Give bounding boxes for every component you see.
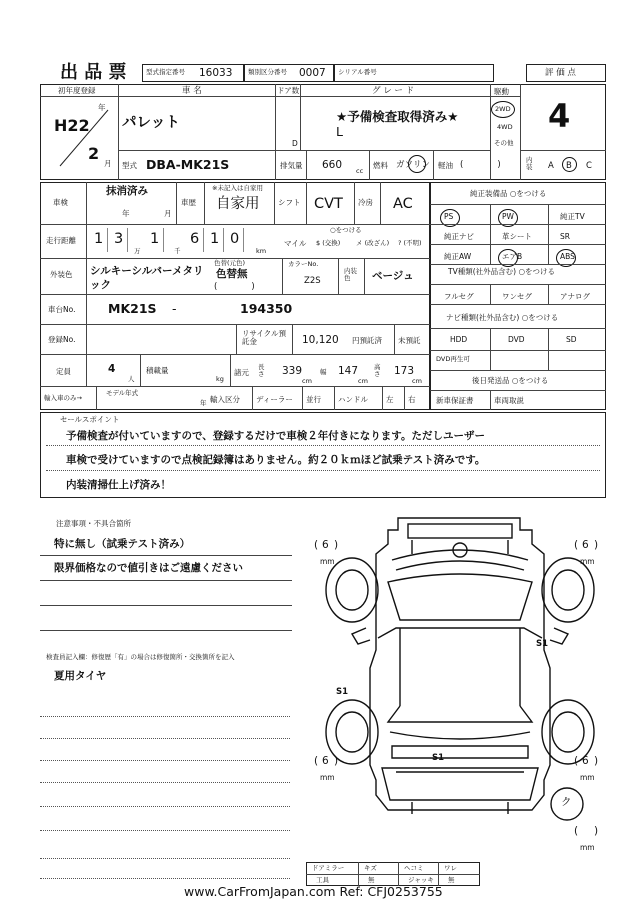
first-reg-label: 初年度登録: [58, 86, 96, 95]
width-label: 幅: [320, 368, 327, 376]
damage-mark-2: S1: [336, 687, 349, 697]
exterior: シルキーシルバーメタリック: [90, 265, 204, 291]
equip-item: ABS: [560, 252, 575, 261]
navi-option: HDD: [450, 335, 468, 344]
equip-row-line: [430, 264, 606, 265]
height-label: 高さ: [374, 363, 381, 378]
score-value: 4: [548, 97, 571, 135]
import-type: 左: [386, 395, 394, 404]
height: 173: [394, 365, 415, 377]
grade-2: L: [336, 124, 343, 139]
score-label-box: [526, 64, 606, 82]
height-unit: cm: [412, 377, 422, 385]
type-cert-label: 型式指定番号: [146, 68, 185, 76]
ac-label: 冷房: [358, 198, 373, 207]
chassis-prefix: MK21S: [108, 301, 157, 316]
type-cert-box: [142, 64, 244, 82]
equip-item: 革シート: [502, 232, 532, 241]
interior-color-label: 内装色: [344, 267, 357, 282]
tread-bracket-close: ): [594, 755, 599, 767]
legend-header: キズ: [364, 864, 377, 872]
selling-label: セールスポイント: [60, 415, 120, 424]
history: 自家用: [216, 196, 260, 212]
equip-item: 純正AW: [444, 252, 472, 261]
tv-col-line: [548, 284, 549, 304]
equip-row-line: [430, 350, 606, 351]
equip-row-line: [430, 328, 606, 329]
interior-a: A: [548, 161, 554, 171]
model-year-label: モデル年式: [106, 389, 139, 397]
tread-unit: mm: [580, 557, 595, 566]
navi-col-line: [490, 328, 491, 370]
repaint: 色替無: [216, 268, 248, 280]
equip-item: PW: [502, 212, 514, 221]
car-name-label: 車 名: [182, 86, 202, 96]
import-type: 右: [408, 395, 416, 404]
interior-label: 内装: [526, 156, 533, 171]
inspector-dotted-line: [40, 858, 290, 859]
watermark: www.CarFromJapan.com Ref: CFJ0253755: [184, 884, 443, 899]
import-divider: [302, 386, 303, 410]
model-label: 型式: [122, 161, 137, 170]
equip-title: 純正装備品 ○をつける: [470, 189, 547, 198]
mileage-unit-sen: 千: [174, 247, 181, 255]
mileage-digit: 1: [150, 231, 160, 247]
inspector-dotted-line: [40, 716, 290, 717]
car-name: パレット: [122, 115, 180, 131]
tread-unit: mm: [580, 773, 595, 782]
reg-month: 2: [88, 144, 100, 163]
notes-label: 注意事項・不具合箇所: [56, 519, 131, 528]
legend-cell: ジャッキ: [408, 876, 434, 884]
form-title: 出 品 票: [60, 62, 127, 83]
import-divider: [382, 386, 383, 410]
model-year-unit: 年: [200, 399, 207, 407]
legend-col-line: [358, 862, 359, 886]
color-no-label: カラーNo.: [288, 260, 319, 268]
disp: 660: [322, 159, 343, 171]
equip-row-line: [430, 370, 606, 371]
len: 339: [282, 365, 303, 377]
chassis-label: 車台No.: [48, 305, 76, 314]
inspector-label: 検査員記入欄：修復歴「有」の場合は修復箇所・交換箇所を記入: [46, 653, 235, 661]
drive-label: 駆動: [494, 87, 509, 96]
mileage-digit: 6: [190, 231, 200, 247]
drive-other: その他: [494, 139, 514, 147]
shift: CVT: [314, 196, 343, 212]
doors-label: ドア数: [277, 86, 300, 95]
reg-year: H22: [54, 116, 90, 135]
len-unit: cm: [302, 377, 312, 385]
damage-mark-1: S1: [536, 639, 549, 649]
inspector-dotted-line: [40, 760, 290, 761]
chassis-no: 194350: [240, 301, 293, 316]
repaint-label: 色替(元色): [214, 259, 246, 267]
inspector-dotted-line: [40, 806, 290, 807]
width-unit: cm: [358, 377, 368, 385]
note-line-1: 特に無し（試乗テスト済み）: [54, 538, 191, 550]
mileage-digit: 1: [210, 231, 220, 247]
fuel: ガソリン: [396, 160, 431, 170]
inspector-dotted-line: [40, 782, 290, 783]
class-label: 類別区分番号: [248, 68, 287, 76]
navi-col-line: [548, 328, 549, 370]
repaint-paren: ( ): [214, 282, 255, 292]
load-unit: kg: [216, 375, 224, 383]
equip-row-line: [430, 390, 606, 391]
dvd: DVD再生可: [436, 355, 470, 363]
inspector-dotted-line: [40, 738, 290, 739]
capacity-label: 定員: [56, 367, 71, 376]
history-note: ※未記入は自家用: [212, 184, 263, 192]
after-2: 車両取説: [494, 396, 524, 405]
tread-bracket-open: (: [574, 539, 579, 551]
import-type: 輸入区分: [210, 395, 240, 404]
legend-cell: 無: [368, 876, 375, 884]
type-cert-no: 16033: [199, 67, 233, 79]
tread-depth: 6: [322, 539, 329, 551]
light-oil: 軽油: [438, 161, 453, 170]
navi-option: SD: [566, 335, 577, 344]
interior-color: ベージュ: [372, 270, 414, 282]
tread-bracket-close: ): [594, 825, 599, 837]
inspector-dotted-line: [40, 878, 290, 879]
doors-unit: D: [292, 139, 298, 148]
car-diagram: [300, 510, 620, 840]
fuel-label: 燃料: [373, 161, 388, 170]
color-no: Z2S: [304, 276, 321, 286]
import-divider: [404, 386, 405, 410]
serial-box: [334, 64, 494, 82]
history-label: 車歴: [181, 198, 196, 207]
mileage-digit: 3: [114, 231, 124, 247]
after-title: 後日発送品 ○をつける: [472, 376, 549, 385]
serial-label: シリアル番号: [338, 68, 377, 76]
shift-label: シフト: [278, 198, 301, 207]
len-label: 長さ: [258, 363, 265, 378]
class-box: [244, 64, 334, 82]
tv-title: TV種類(社外品含む) ○をつける: [448, 267, 555, 276]
dims-label: 諸元: [234, 368, 249, 377]
note-line-2: 限界価格なので値引きはご遠慮ください: [54, 562, 243, 574]
equip-col-line: [548, 204, 549, 264]
import-divider: [252, 386, 253, 410]
equip-row-line: [430, 284, 606, 285]
recycle-unit: 円預託済: [352, 336, 382, 345]
mileage-digit: 0: [230, 231, 240, 247]
legend-cell: 工具: [316, 876, 329, 884]
drive-2wd: 2WD: [495, 105, 511, 113]
interior-b: B: [566, 161, 572, 171]
load-label: 積載量: [146, 366, 169, 375]
drive-2wd-circle: [491, 101, 515, 118]
inspection-label: 車検: [53, 198, 68, 207]
class-no: 0007: [299, 67, 326, 79]
import-type: ディーラー: [256, 395, 293, 404]
tv-col-line: [490, 284, 491, 304]
import-label: 輸入車のみ→: [44, 394, 82, 402]
mileage-label: 走行距離: [46, 236, 76, 245]
selling-line-1: 予備検査が付いていますので、登録するだけで車検２年付きになります。ただしユーザー: [66, 430, 485, 442]
equip-row-line: [430, 244, 606, 245]
inspector-line-1: 夏用タイヤ: [54, 670, 107, 682]
legend-header: ワレ: [444, 864, 457, 872]
recycle-unpaid: 未預託: [398, 336, 421, 345]
legend-cell: 無: [448, 876, 455, 884]
equip-item: PS: [444, 212, 454, 221]
grade-label: グ レ ー ド: [372, 86, 415, 96]
equip-item: エアB: [502, 252, 523, 261]
drive-4wd: 4WD: [497, 123, 513, 131]
tread-unit: mm: [580, 843, 595, 852]
recycle: 10,120: [302, 334, 339, 346]
equip-row-line: [430, 204, 606, 205]
capacity: 4: [108, 363, 116, 375]
mile-opt-1: $ (交換): [316, 239, 341, 247]
mileage-unit-man: 万: [134, 247, 141, 255]
navi-option: DVD: [508, 335, 525, 344]
mile-opt-3: ? (不明): [398, 239, 422, 247]
tv-option: アナログ: [560, 292, 590, 301]
tread-unit: mm: [320, 773, 335, 782]
reg-no-label: 登録No.: [48, 335, 76, 344]
reg-year-unit: 年: [98, 103, 106, 112]
inspection: 抹消済み: [106, 185, 148, 197]
tread-bracket-close: ): [334, 755, 339, 767]
equip-item: 純正TV: [560, 212, 585, 221]
interior-c: C: [586, 161, 592, 171]
damage-mark-3: S1: [432, 753, 445, 763]
disp-unit: cc: [356, 167, 364, 175]
chassis-dash: -: [172, 301, 177, 316]
tread-bracket-close: ): [594, 539, 599, 551]
tread-bracket-close: ): [334, 539, 339, 551]
import-type: ハンドル: [338, 395, 368, 404]
equip-row-line: [430, 224, 606, 225]
tread-depth: 6: [322, 755, 329, 767]
equip-item: SR: [560, 232, 570, 241]
legend-col-line: [438, 862, 439, 886]
legend-header: ヘコミ: [404, 864, 424, 872]
width: 147: [338, 365, 359, 377]
tread-bracket-open: (: [314, 755, 319, 767]
legend-header: ドアミラー: [312, 864, 345, 872]
legend-mid-line: [306, 874, 480, 875]
equip-row-line: [430, 304, 606, 305]
selling-line-2: 車検で受けていますので点検記録簿はありません。約２０ｋｍほど試乗テスト済みです。: [66, 454, 486, 466]
tread-depth: 6: [582, 539, 589, 551]
tread-depth: 6: [582, 755, 589, 767]
selling-line-3: 内装清掃仕上げ済み！: [66, 479, 171, 491]
inspection-month-unit: 月: [164, 209, 172, 218]
mile-hint: ○をつける: [330, 226, 362, 234]
tv-option: ワンセグ: [502, 292, 532, 301]
disp-label: 排気量: [280, 161, 303, 170]
import-divider: [334, 386, 335, 410]
after-1: 新車保証書: [436, 396, 474, 405]
capacity-unit: 人: [128, 375, 135, 383]
tread-bracket-open: (: [574, 825, 579, 837]
model: DBA-MK21S: [146, 157, 230, 172]
mileage-digit: 1: [94, 231, 104, 247]
date-slash: [58, 108, 110, 168]
mile-opt-2: メ (改ざん): [356, 239, 390, 247]
recycle-label: リサイクル預託金: [242, 329, 286, 346]
exterior-label: 外装色: [50, 270, 73, 279]
mileage-unit-km: km: [256, 247, 267, 255]
after-col-line: [490, 390, 491, 410]
reg-month-unit: 月: [104, 159, 112, 168]
import-type: 並行: [306, 395, 321, 404]
grade: ★予備検査取得済み★: [336, 109, 459, 124]
ku-mark: ク: [561, 796, 572, 808]
ac: AC: [393, 196, 413, 212]
interior-b-circle: [562, 157, 577, 172]
fuel-circle: [408, 155, 426, 173]
fuel-paren: ( ): [460, 160, 501, 170]
equip-item: 純正ナビ: [444, 232, 474, 241]
tv-option: フルセグ: [444, 292, 474, 301]
mile-label: マイル: [284, 239, 307, 248]
inspection-year-unit: 年: [122, 209, 130, 218]
equip-col-line: [490, 204, 491, 264]
tread-unit: mm: [320, 557, 335, 566]
tread-bracket-open: (: [314, 539, 319, 551]
score-label: 評 価 点: [545, 68, 576, 78]
navi-title: ナビ種類(社外品含む) ○をつける: [446, 313, 559, 322]
legend-col-line: [398, 862, 399, 886]
inspector-dotted-line: [40, 830, 290, 831]
tread-bracket-open: (: [574, 755, 579, 767]
